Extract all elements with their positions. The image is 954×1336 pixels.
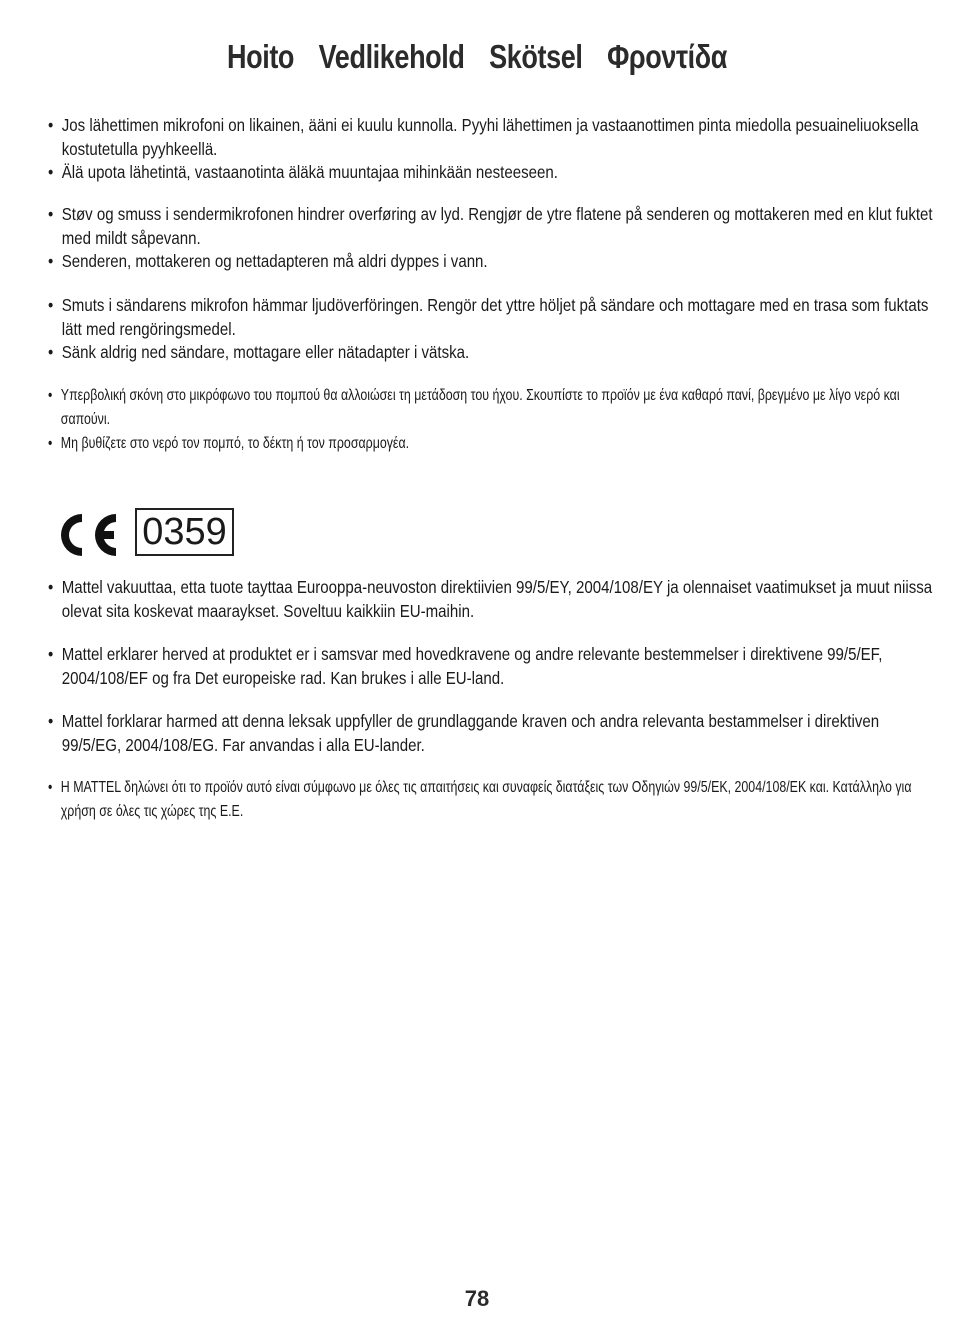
compliance-greek-section [48,776,928,824]
list-item: • Älä upota lähetintä, vastaanotinta äläkä muuntajaa mihinkään nesteeseen. [48,161,939,185]
compliance-norwegian-section [48,643,928,690]
list-item: • Mattel forklarar harmed att denna leksak uppfyller de grundlaggande kraven och andra relevanta bestammelser i direktiven 99/5/EG, 2004/108/EG. Far anvandas i alla EU-lander. [48,711,880,755]
title-finnish: Hoito [226,38,295,75]
care-finnish-section [48,114,928,185]
bullet-icon: • [48,711,54,731]
care-norwegian-section [48,203,933,274]
list-item: • Mattel vakuuttaa, etta tuote tayttaa Eurooppa-neuvoston direktiivien 99/5/EY, 2004/108/EY ja olennaiset vaatimukset ja muut niissa olevat sita koskevat maaraykset. Soveltuu kaikkiin EU-maihin. [48,577,933,621]
bullet-icon: • [48,435,53,452]
bullet-icon: • [48,387,53,404]
bullet-icon: • [48,115,54,135]
bullet-icon: • [48,295,54,315]
title-swedish: Skötsel [489,38,583,75]
list-item: • Jos lähettimen mikrofoni on likainen, ääni ei kuulu kunnolla. Pyyhi lähettimen ja vastaanottimen pinta miedolla pesuaineliuoksella kostutetulla pyyhkeellä. [48,115,919,159]
list-item: • Mattel erklarer herved at produktet er i samsvar med hovedkravene og andre relevante bestemmelser i direktivene 99/5/EF, 2004/108/EF og fra Det europeiske rad. Kan brukes i alle EU-land. [48,644,883,688]
ce-mark-icon [56,510,120,560]
bullet-icon: • [48,644,54,664]
list-item: • Smuts i sändarens mikrofon hämmar ljudöverföringen. Rengör det yttre höljet på sändare och mottagare med en trasa som fuktats lätt med rengöringsmedel. [48,295,929,339]
bullet-icon: • [48,577,54,597]
list-item: • Støv og smuss i sendermikrofonen hindrer overføring av lyd. Rengjør de ytre flatene på senderen og mottakeren med en klut fuktet med mildt såpevann. [48,204,933,248]
care-swedish-section [48,294,928,365]
care-greek-section [48,384,928,456]
list-item: • Μη βυθίζετε στο νερό τον πομπό, το δέκτη ή τον προσαρμογέα. [48,432,933,456]
list-item: • Υπερβολική σκόνη στο μικρόφωνο του πομπού θα αλλοιώσει τη μετάδοση του ήχου. Σκουπίστε το προϊόν με ένα καθαρό πανί, βρεγμένο με λίγο νερό και σαπούνι. [48,384,933,432]
bullet-icon: • [48,779,53,796]
compliance-swedish-section [48,710,928,757]
compliance-finnish-section [48,576,933,623]
bullet-icon: • [48,251,54,271]
list-item: • Senderen, mottakeren og nettadapteren må aldri dyppes i vann. [48,250,939,274]
list-item: • Sänk aldrig ned sändare, mottagare eller nätadapter i vätska. [48,341,939,365]
page-title [86,38,868,76]
ce-notified-body-number: 0359 [135,508,234,556]
bullet-icon: • [48,204,54,224]
title-norwegian: Vedlikehold [318,38,465,75]
list-item: • Η MATTEL δηλώνει ότι το προϊόν αυτό είναι σύμφωνο με όλες τις απαιτήσεις και συναφείς διατάξεις των Οδηγιών 99/5/ΕΚ, 2004/108/ΕΚ και. Κατάλληλο για χρήση σε όλες τις χώρες της Ε.Ε. [48,776,933,824]
page-number: 78 [464,1286,490,1311]
title-greek: Φροντίδα [607,38,728,75]
bullet-icon: • [48,162,54,182]
bullet-icon: • [48,342,54,362]
